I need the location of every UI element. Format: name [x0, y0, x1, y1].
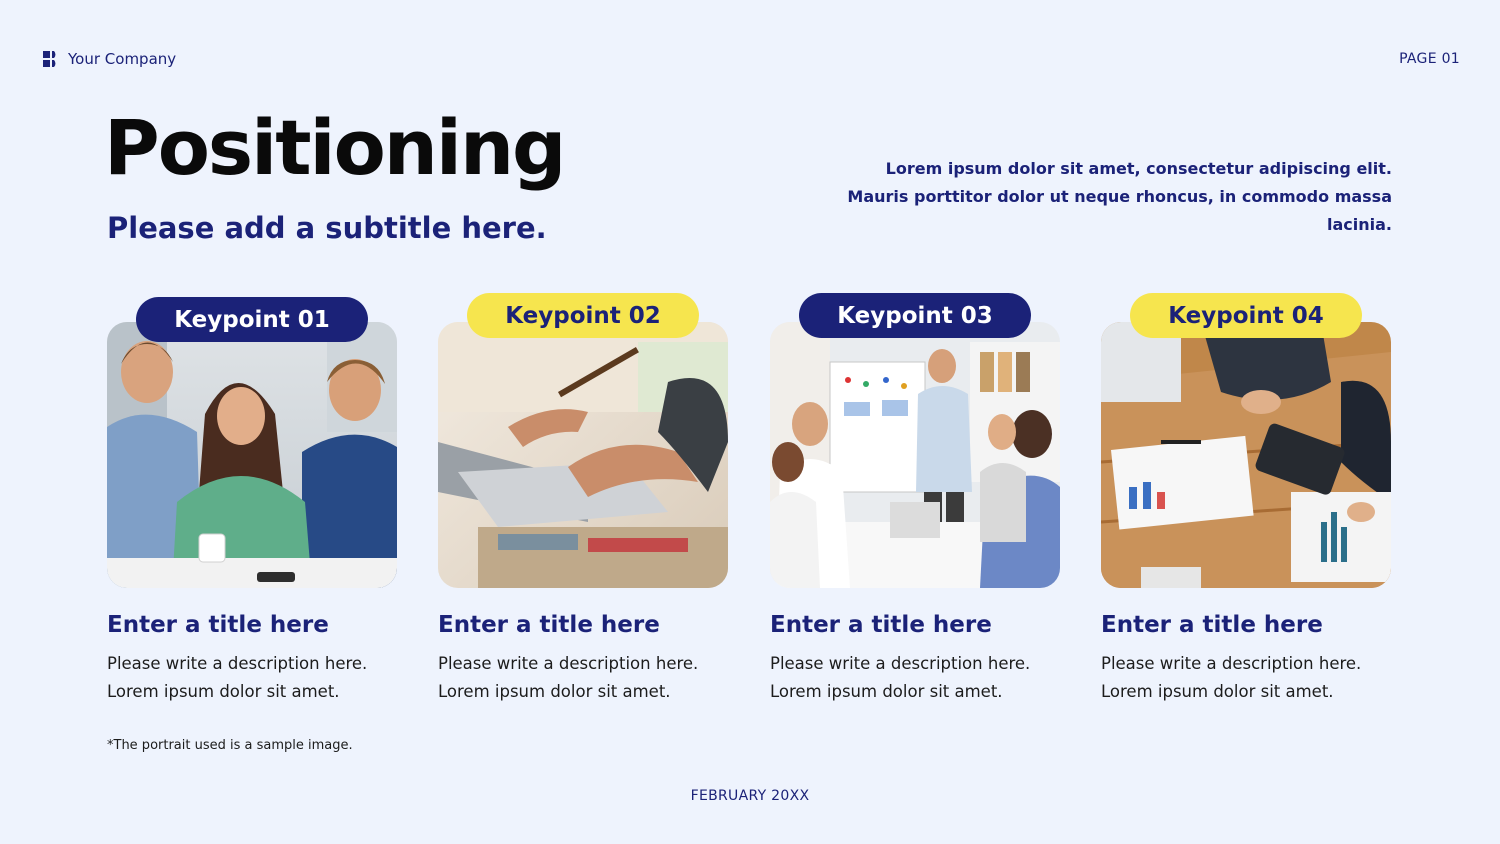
- keypoint-4-photo: [1101, 322, 1391, 588]
- company-logo-icon: [42, 50, 60, 68]
- keypoint-3-label: Keypoint 03: [799, 293, 1031, 338]
- keypoint-3-description-line-2: Lorem ipsum dolor sit amet.: [770, 682, 1003, 701]
- keypoint-3-photo: [770, 322, 1060, 588]
- keypoint-2-description-line-2: Lorem ipsum dolor sit amet.: [438, 682, 671, 701]
- keypoint-2-description: [438, 650, 698, 706]
- keypoint-4-description-line-1: Please write a description here.: [1101, 654, 1362, 673]
- keypoint-2-photo: [438, 322, 728, 588]
- keypoint-1-photo: [107, 322, 397, 588]
- keypoint-2-description-line-1: Please write a description here.: [438, 654, 699, 673]
- keypoint-4-title: Enter a title here: [1101, 612, 1323, 638]
- keypoint-2-title: Enter a title here: [438, 612, 660, 638]
- intro-text: Lorem ipsum dolor sit amet, consectetur adipiscing elit. Mauris porttitor dolor ut neque rhoncus, in commodo massa lacinia.: [847, 159, 1392, 234]
- keypoint-4-description-line-2: Lorem ipsum dolor sit amet.: [1101, 682, 1334, 701]
- keypoint-4-label: Keypoint 04: [1130, 293, 1362, 338]
- page-number: PAGE 01: [1399, 51, 1460, 67]
- keypoint-1-description: [107, 650, 367, 706]
- keypoint-2-label: Keypoint 02: [467, 293, 699, 338]
- keypoint-1-title: Enter a title here: [107, 612, 329, 638]
- keypoint-1-label: Keypoint 01: [136, 297, 368, 342]
- page-title: Positioning: [104, 103, 565, 192]
- footer-date: FEBRUARY 20XX: [690, 788, 810, 804]
- keypoint-1-description-line-1: Please write a description here.: [107, 654, 368, 673]
- company-name: Your Company: [68, 50, 177, 68]
- company-brand: [42, 50, 176, 68]
- keypoint-1-description-line-2: Lorem ipsum dolor sit amet.: [107, 682, 340, 701]
- keypoint-3-description: [770, 650, 1030, 706]
- image-footnote: *The portrait used is a sample image.: [107, 738, 353, 753]
- keypoint-4-description: [1101, 650, 1361, 706]
- keypoint-3-title: Enter a title here: [770, 612, 992, 638]
- page-subtitle: Please add a subtitle here.: [107, 211, 547, 245]
- keypoint-3-description-line-1: Please write a description here.: [770, 654, 1031, 673]
